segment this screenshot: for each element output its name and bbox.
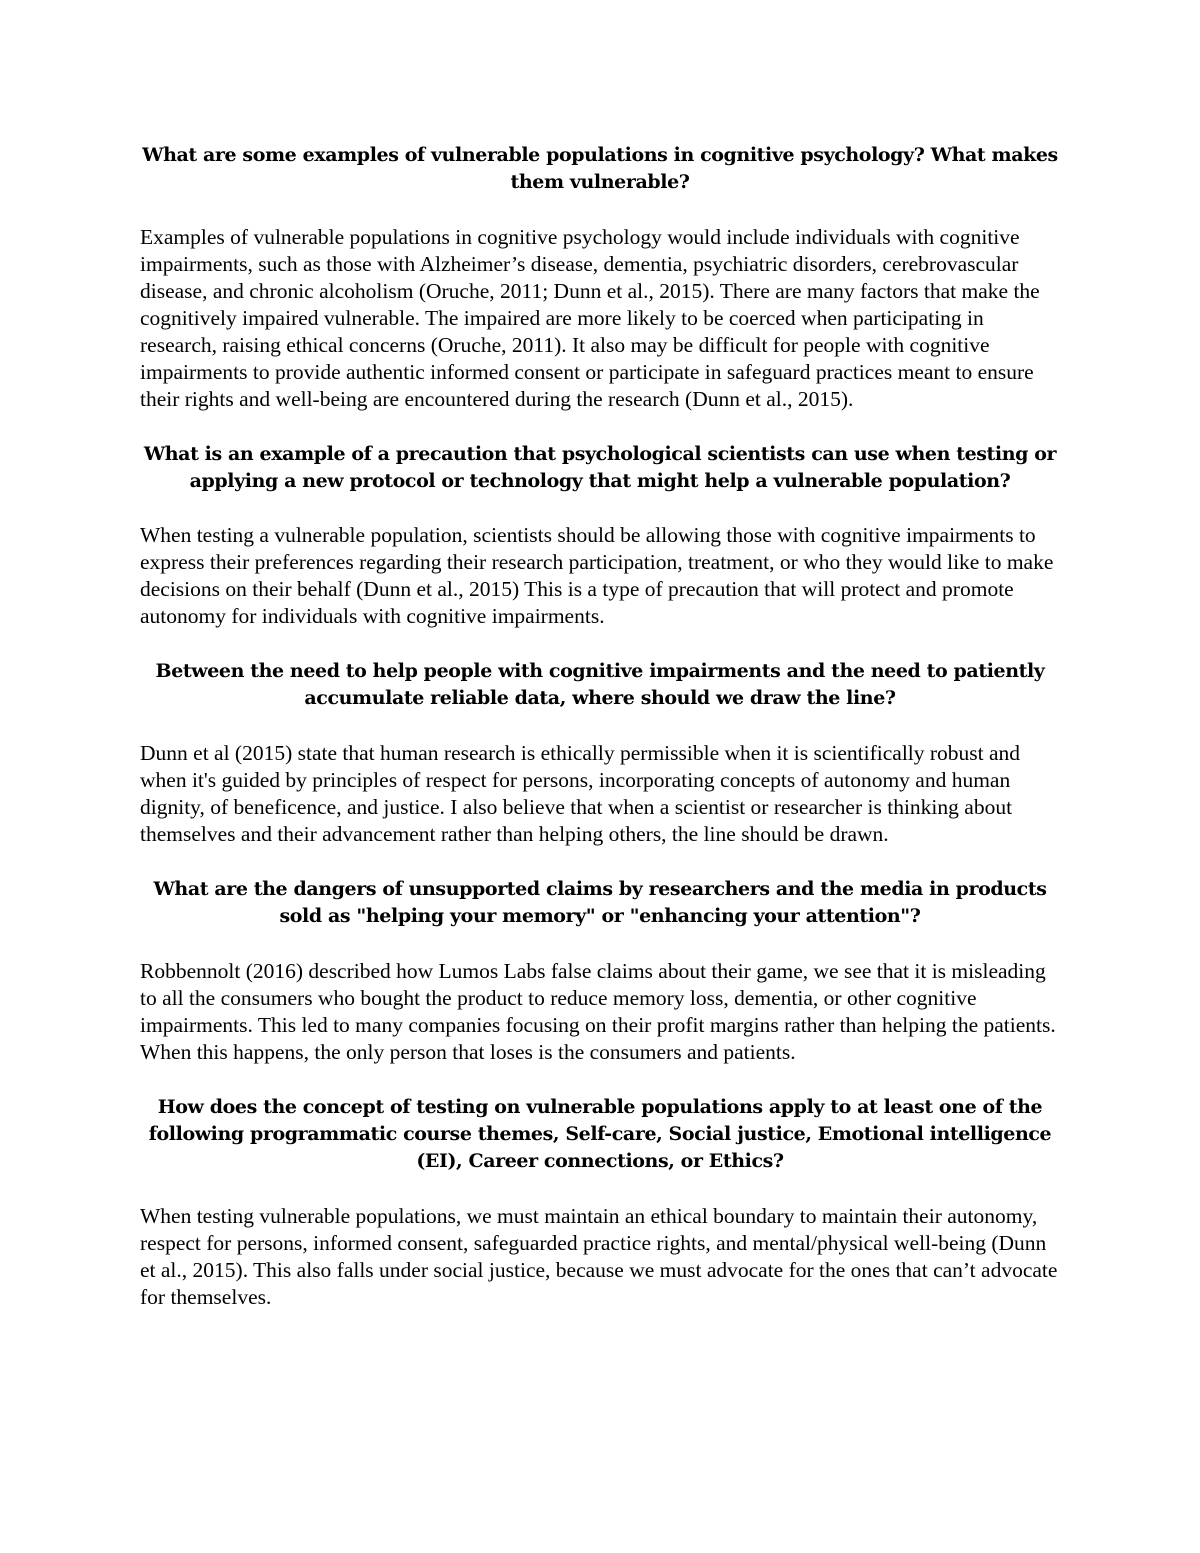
answer-paragraph-2: When testing a vulnerable population, scientists should be allowing those with cognitive impairments to express their preferences regarding their research participation, treatment, or who they would like to make decisions on their behalf (Dunn et al., 2015) This is a type of precaution that will protect and promote autonomy for individuals with cognitive impairments.: [140, 523, 1054, 628]
question-heading-3: Between the need to help people with cognitive impairments and the need to patiently accumulate reliable data, where should we draw the line?: [155, 660, 1045, 709]
question-heading-5: How does the concept of testing on vulnerable populations apply to at least one of the following programmatic course themes, Self-care, Social justice, Emotional intelligence (EI), Career connections, or Ethics?: [148, 1096, 1052, 1172]
question-heading-1: What are some examples of vulnerable populations in cognitive psychology? What makes them vulnerable?: [142, 144, 1058, 193]
answer-paragraph-5: When testing vulnerable populations, we must maintain an ethical boundary to maintain their autonomy, respect for persons, informed consent, safeguarded practice rights, and mental/physical well-being (Dunn et al., 2015). This also falls under social justice, because we must advocate for the ones that can’t advocate for themselves.: [140, 1204, 1058, 1309]
document-page: [140, 142, 1060, 1311]
answer-paragraph-3: Dunn et al (2015) state that human research is ethically permissible when it is scientifically robust and when it's guided by principles of respect for persons, incorporating concepts of autonomy and human dignity, of beneficence, and justice. I also believe that when a scientist or researcher is thinking about themselves and their advancement rather than helping others, the line should be drawn.: [140, 741, 1021, 846]
answer-paragraph-1: Examples of vulnerable populations in cognitive psychology would include individuals with cognitive impairments, such as those with Alzheimer’s disease, dementia, psychiatric disorders, cerebrovascular disease, and chronic alcoholism (Oruche, 2011; Dunn et al., 2015). There are many factors that make the cognitively impaired vulnerable. The impaired are more likely to be coerced when participating in research, raising ethical concerns (Oruche, 2011). It also may be difficult for people with cognitive impairments to provide authentic informed consent or participate in safeguard practices meant to ensure their rights and well-being are encountered during the research (Dunn et al., 2015).: [140, 225, 1040, 411]
question-heading-2: What is an example of a precaution that psychological scientists can use when testing or applying a new protocol or technology that might help a vulnerable population?: [143, 443, 1057, 492]
answer-paragraph-4: Robbennolt (2016) described how Lumos Labs false claims about their game, we see that it is misleading to all the consumers who bought the product to reduce memory loss, dementia, or other cognitive impairments. This led to many companies focusing on their profit margins rather than helping the patients. When this happens, the only person that loses is the consumers and patients.: [140, 959, 1056, 1064]
question-heading-4: What are the dangers of unsupported claims by researchers and the media in products sold as "helping your memory" or "enhancing your attention"?: [153, 878, 1047, 927]
